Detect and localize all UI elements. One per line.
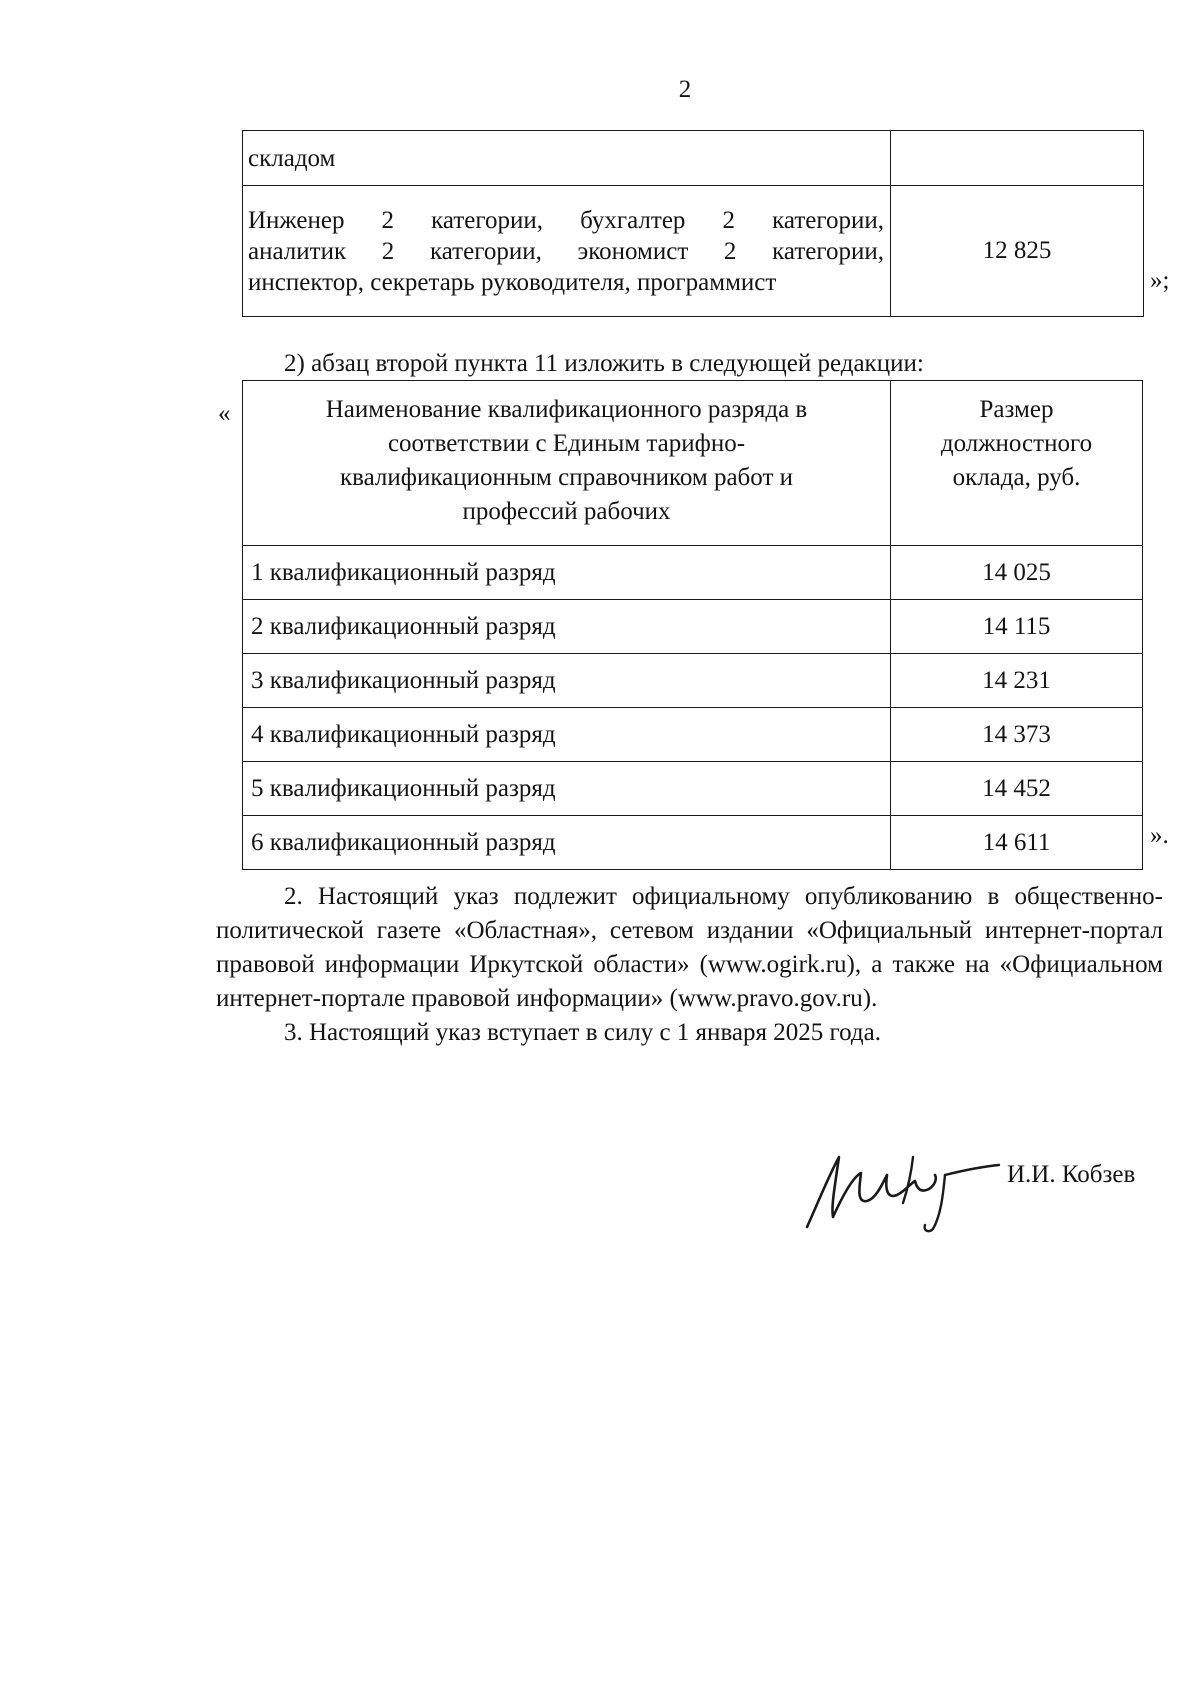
position-name-cell [243, 186, 891, 317]
page-number: 2 [678, 76, 692, 103]
salary-cell [891, 131, 1144, 186]
qualification-grades-table [242, 380, 1143, 870]
grade-salary-cell: 14 115 [891, 600, 1143, 654]
grade-name-cell: 5 квалификационный разряд [243, 762, 891, 816]
decree-body-text [216, 880, 1163, 1050]
grade-salary-cell: 14 231 [891, 654, 1143, 708]
grade-name-cell: 2 квалификационный разряд [243, 600, 891, 654]
header-line: должностного [940, 430, 1093, 457]
header-line: Наименование квалификационного разряда в [325, 396, 808, 423]
table-row [243, 708, 1143, 762]
header-line: Размер [979, 396, 1054, 423]
header-grade-name [243, 381, 891, 546]
signature-block [795, 1145, 1175, 1235]
grade-name-cell: 6 квалификационный разряд [243, 816, 891, 870]
grade-name-cell: 1 квалификационный разряд [243, 546, 891, 600]
position-name-line: инспектор, секретарь руководителя, программист [248, 268, 777, 296]
table-row [243, 654, 1143, 708]
table-row [243, 131, 1144, 186]
header-salary [891, 381, 1143, 546]
publication-paragraph: 2. Настоящий указ подлежит официальному опубликованию в общественно-политической газете «Областная», сетевом издании «Официальный интернет-портал правовой информации Иркутской области» (www.ogirk.ru), а также на «Официальном интернет-портале правовой информации» (www.pravo.gov.ru). [216, 883, 1163, 1012]
table-row [243, 546, 1143, 600]
opening-quote-mark: « [218, 400, 231, 427]
position-name-cell [243, 131, 891, 186]
table-header-row [243, 381, 1143, 546]
header-line: соответствии с Единым тарифно- [387, 430, 746, 457]
header-line: профессий рабочих [462, 498, 671, 525]
signer-name: И.И. Кобзев [1007, 1161, 1136, 1188]
salary-cell: 12 825 [891, 186, 1144, 317]
grade-name-cell: 3 квалификационный разряд [243, 654, 891, 708]
position-name-line: Инженер 2 категории, бухгалтер 2 категории, [248, 206, 884, 234]
table-row [243, 762, 1143, 816]
header-line: оклада, руб. [952, 464, 1081, 491]
closing-quote-mark: ». [1150, 822, 1169, 849]
header-line: квалификационным справочником работ и [339, 464, 793, 491]
table-row [243, 600, 1143, 654]
closing-quote-mark: »; [1150, 267, 1170, 294]
table-row [243, 186, 1144, 317]
grade-salary-cell: 14 025 [891, 546, 1143, 600]
grade-salary-cell: 14 373 [891, 708, 1143, 762]
positions-table-continuation [242, 130, 1144, 317]
grade-name-cell: 4 квалификационный разряд [243, 708, 891, 762]
grade-salary-cell: 14 611 [891, 816, 1143, 870]
grade-salary-cell: 14 452 [891, 762, 1143, 816]
effective-date-paragraph: 3. Настоящий указ вступает в силу с 1 января 2025 года. [284, 1019, 881, 1046]
handwritten-signature [795, 1145, 1005, 1235]
amendment-intro: 2) абзац второй пункта 11 изложить в следующей редакции: [284, 350, 924, 377]
table-row [243, 816, 1143, 870]
position-name-line: складом [248, 144, 336, 172]
position-name-line: аналитик 2 категории, экономист 2 категории, [248, 237, 884, 265]
